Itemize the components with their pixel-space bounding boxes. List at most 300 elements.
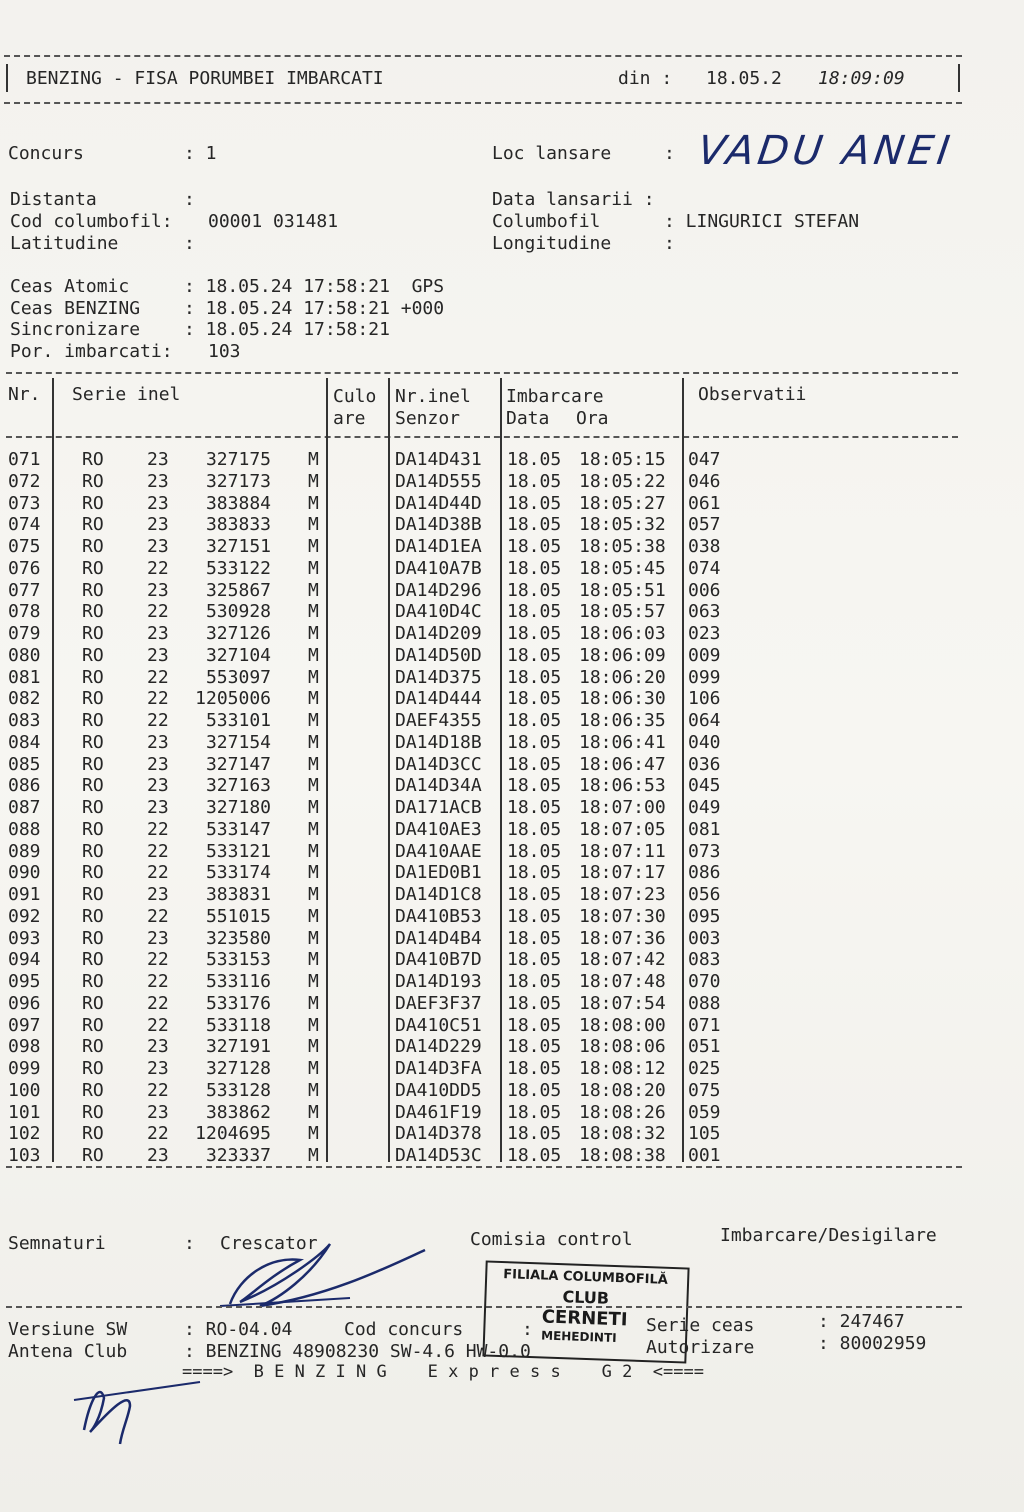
row-country: RO <box>82 666 104 688</box>
table-row <box>0 819 1024 841</box>
antena-label: Antena Club <box>8 1341 128 1362</box>
row-country: RO <box>82 1145 104 1166</box>
row-sensor: DA14D229 <box>395 1036 482 1058</box>
row-nr: 103 <box>8 1145 41 1166</box>
row-time: 18:07:36 <box>579 927 666 949</box>
date-value: 18.05.2 <box>706 68 782 89</box>
row-sensor: DA410B53 <box>395 905 482 927</box>
row-time: 18:07:23 <box>579 884 666 905</box>
row-time: 18:05:57 <box>579 601 666 623</box>
row-year: 22 <box>147 710 169 731</box>
row-sex: M <box>308 688 319 710</box>
row-date: 18.05 <box>507 492 562 514</box>
row-nr: 101 <box>8 1101 41 1123</box>
row-sensor: DA171ACB <box>395 797 482 818</box>
concurs-label: Concurs <box>8 143 84 164</box>
row-sensor: DA14D53C <box>395 1145 482 1166</box>
row-time: 18:06:09 <box>579 644 666 666</box>
row-year: 22 <box>147 818 169 840</box>
distanta-value: : <box>184 189 195 210</box>
row-sensor: DA410DD5 <box>395 1079 482 1101</box>
time-value: 18:09:09 <box>818 68 905 89</box>
cod-concurs-sep: : <box>522 1319 533 1340</box>
row-date: 18.05 <box>507 1058 562 1079</box>
row-country: RO <box>82 992 104 1014</box>
table-row <box>0 1080 1024 1102</box>
row-country: RO <box>82 601 104 623</box>
stamp-line-2: CLUB <box>562 1287 610 1308</box>
ceas-benzing-label: Ceas BENZING <box>10 298 141 319</box>
row-nr: 084 <box>8 731 41 753</box>
row-nr: 071 <box>8 449 41 470</box>
row-country: RO <box>82 514 104 536</box>
row-country: RO <box>82 905 104 927</box>
row-country: RO <box>82 797 104 818</box>
data-lansarii-label: Data lansarii : <box>492 189 655 210</box>
row-time: 18:06:41 <box>579 731 666 753</box>
row-sex: M <box>308 514 319 536</box>
row-observatii: 081 <box>688 818 721 840</box>
row-year: 22 <box>147 688 169 710</box>
row-country: RO <box>82 862 104 884</box>
semnaturi-label: Semnaturi <box>8 1233 106 1254</box>
row-year: 22 <box>147 840 169 862</box>
row-observatii: 086 <box>688 862 721 884</box>
row-country: RO <box>82 884 104 905</box>
row-sensor: DA410A7B <box>395 557 482 579</box>
row-observatii: 075 <box>688 1079 721 1101</box>
row-observatii: 071 <box>688 1014 721 1036</box>
row-ring: 533128 <box>205 1079 271 1101</box>
row-sex: M <box>308 1123 319 1145</box>
row-country: RO <box>82 623 104 644</box>
row-date: 18.05 <box>507 905 562 927</box>
row-year: 22 <box>147 992 169 1014</box>
row-date: 18.05 <box>507 536 562 557</box>
row-nr: 081 <box>8 666 41 688</box>
table-bottom-rule <box>6 1166 962 1168</box>
row-date: 18.05 <box>507 1123 562 1145</box>
row-year: 22 <box>147 601 169 623</box>
row-date: 18.05 <box>507 949 562 971</box>
row-sex: M <box>308 623 319 644</box>
row-year: 22 <box>147 666 169 688</box>
header-right-bar <box>958 64 960 92</box>
row-observatii: 025 <box>688 1058 721 1079</box>
row-year: 23 <box>147 927 169 949</box>
table-row <box>0 688 1024 710</box>
row-date: 18.05 <box>507 1014 562 1036</box>
row-observatii: 088 <box>688 992 721 1014</box>
col-header-data: Data <box>506 408 550 429</box>
latitudine-label: Latitudine <box>10 233 119 254</box>
row-country: RO <box>82 1101 104 1123</box>
row-time: 18:08:32 <box>579 1123 666 1145</box>
ceas-benzing-value: : 18.05.24 17:58:21 +000 <box>184 298 445 319</box>
row-sex: M <box>308 971 319 992</box>
row-observatii: 057 <box>688 514 721 536</box>
row-nr: 102 <box>8 1123 41 1145</box>
row-sensor: DA14D3FA <box>395 1058 482 1079</box>
row-sex: M <box>308 1145 319 1166</box>
table-row <box>0 971 1024 993</box>
row-sex: M <box>308 644 319 666</box>
table-row <box>0 536 1024 558</box>
row-date: 18.05 <box>507 449 562 470</box>
row-sex: M <box>308 470 319 492</box>
row-observatii: 056 <box>688 884 721 905</box>
row-year: 23 <box>147 1101 169 1123</box>
columbofil-value: : LINGURICI STEFAN <box>664 211 860 232</box>
row-country: RO <box>82 775 104 797</box>
row-date: 18.05 <box>507 710 562 731</box>
row-ring: 327154 <box>205 731 271 753</box>
row-observatii: 095 <box>688 905 721 927</box>
row-ring: 383831 <box>205 884 271 905</box>
row-time: 18:05:27 <box>579 492 666 514</box>
row-observatii: 040 <box>688 731 721 753</box>
row-date: 18.05 <box>507 470 562 492</box>
row-nr: 089 <box>8 840 41 862</box>
row-sex: M <box>308 1036 319 1058</box>
row-nr: 078 <box>8 601 41 623</box>
versiune-label: Versiune SW <box>8 1319 128 1340</box>
serie-ceas-label: Serie ceas <box>646 1315 755 1336</box>
row-time: 18:06:03 <box>579 623 666 644</box>
table-row <box>0 754 1024 776</box>
row-time: 18:07:48 <box>579 971 666 992</box>
row-ring: 325867 <box>205 579 271 601</box>
row-time: 18:07:00 <box>579 797 666 818</box>
table-row <box>0 580 1024 602</box>
row-sensor: DA14D209 <box>395 623 482 644</box>
table-top-rule <box>6 372 958 374</box>
row-sex: M <box>308 492 319 514</box>
row-country: RO <box>82 688 104 710</box>
row-sex: M <box>308 1014 319 1036</box>
row-nr: 085 <box>8 753 41 775</box>
semnaturi-sep: : <box>184 1233 195 1254</box>
row-country: RO <box>82 1123 104 1145</box>
row-year: 23 <box>147 449 169 470</box>
row-sensor: DA14D555 <box>395 470 482 492</box>
row-ring: 327147 <box>205 753 271 775</box>
row-observatii: 049 <box>688 797 721 818</box>
sincronizare-value: : 18.05.24 17:58:21 <box>184 319 390 340</box>
row-observatii: 063 <box>688 601 721 623</box>
row-year: 23 <box>147 536 169 557</box>
row-sex: M <box>308 927 319 949</box>
row-country: RO <box>82 949 104 971</box>
row-sensor: DA461F19 <box>395 1101 482 1123</box>
row-date: 18.05 <box>507 514 562 536</box>
row-sex: M <box>308 862 319 884</box>
row-date: 18.05 <box>507 731 562 753</box>
row-date: 18.05 <box>507 644 562 666</box>
row-year: 22 <box>147 1123 169 1145</box>
row-country: RO <box>82 818 104 840</box>
row-time: 18:05:15 <box>579 449 666 470</box>
row-year: 23 <box>147 775 169 797</box>
row-year: 22 <box>147 1014 169 1036</box>
table-row <box>0 1036 1024 1058</box>
header-bottom-border <box>4 102 962 104</box>
row-sensor: DA1ED0B1 <box>395 862 482 884</box>
row-country: RO <box>82 753 104 775</box>
row-time: 18:05:22 <box>579 470 666 492</box>
row-ring: 327173 <box>205 470 271 492</box>
date-label: din : <box>618 68 673 89</box>
row-sex: M <box>308 818 319 840</box>
row-sensor: DA410AAE <box>395 840 482 862</box>
row-time: 18:06:20 <box>579 666 666 688</box>
serie-ceas-value: : 247467 <box>818 1311 905 1332</box>
row-time: 18:06:35 <box>579 710 666 731</box>
report-title: BENZING - FISA PORUMBEI IMBARCATI <box>26 68 384 89</box>
row-observatii: 001 <box>688 1145 721 1166</box>
row-year: 22 <box>147 557 169 579</box>
crescator-signature <box>210 1236 440 1316</box>
row-date: 18.05 <box>507 840 562 862</box>
imbarcare-desigilare-label: Imbarcare/Desigilare <box>720 1225 937 1246</box>
row-country: RO <box>82 971 104 992</box>
row-ring: 383862 <box>205 1101 271 1123</box>
ceas-atomic-label: Ceas Atomic <box>10 276 130 297</box>
row-ring: 327191 <box>205 1036 271 1058</box>
row-sensor: DA14D18B <box>395 731 482 753</box>
row-sex: M <box>308 1101 319 1123</box>
row-ring: 327128 <box>205 1058 271 1079</box>
row-nr: 080 <box>8 644 41 666</box>
row-ring: 1204695 <box>195 1123 271 1145</box>
row-country: RO <box>82 1036 104 1058</box>
row-nr: 076 <box>8 557 41 579</box>
row-sex: M <box>308 710 319 731</box>
row-sensor: DA14D34A <box>395 775 482 797</box>
row-ring: 533176 <box>205 992 271 1014</box>
row-nr: 086 <box>8 775 41 797</box>
por-imbarcati-value: 103 <box>208 341 241 362</box>
latitudine-value: : <box>184 233 195 254</box>
row-observatii: 003 <box>688 927 721 949</box>
row-year: 23 <box>147 1036 169 1058</box>
stamp-line-4: MEHEDINTI <box>540 1328 617 1346</box>
row-sex: M <box>308 775 319 797</box>
row-nr: 098 <box>8 1036 41 1058</box>
table-row <box>0 1015 1024 1037</box>
row-time: 18:07:17 <box>579 862 666 884</box>
row-observatii: 045 <box>688 775 721 797</box>
row-nr: 087 <box>8 797 41 818</box>
table-row <box>0 949 1024 971</box>
distanta-label: Distanta <box>10 189 97 210</box>
autorizare-value: : 80002959 <box>818 1333 927 1354</box>
row-observatii: 083 <box>688 949 721 971</box>
row-year: 23 <box>147 797 169 818</box>
cod-columbofil-label: Cod columbofil: <box>10 211 173 232</box>
row-country: RO <box>82 470 104 492</box>
row-sex: M <box>308 1058 319 1079</box>
col-header-observatii: Observatii <box>698 384 807 405</box>
row-country: RO <box>82 579 104 601</box>
row-nr: 072 <box>8 470 41 492</box>
row-date: 18.05 <box>507 579 562 601</box>
row-date: 18.05 <box>507 1145 562 1166</box>
row-year: 22 <box>147 949 169 971</box>
comisia-label: Comisia control <box>470 1229 633 1250</box>
row-observatii: 038 <box>688 536 721 557</box>
loc-lansare-label: Loc lansare <box>492 143 612 164</box>
row-sex: M <box>308 992 319 1014</box>
row-sex: M <box>308 753 319 775</box>
row-country: RO <box>82 536 104 557</box>
row-sensor: DA14D4B4 <box>395 927 482 949</box>
row-time: 18:07:11 <box>579 840 666 862</box>
row-observatii: 070 <box>688 971 721 992</box>
row-sensor: DA14D375 <box>395 666 482 688</box>
row-sensor: DA14D296 <box>395 579 482 601</box>
row-nr: 079 <box>8 623 41 644</box>
table-row <box>0 514 1024 536</box>
row-year: 22 <box>147 1079 169 1101</box>
por-imbarcati-label: Por. imbarcati: <box>10 341 173 362</box>
col-header-ora: Ora <box>576 408 609 429</box>
row-ring: 533118 <box>205 1014 271 1036</box>
longitudine-value: : <box>664 233 675 254</box>
row-sensor: DA14D1EA <box>395 536 482 557</box>
row-nr: 094 <box>8 949 41 971</box>
row-ring: 327163 <box>205 775 271 797</box>
table-row <box>0 732 1024 754</box>
row-observatii: 106 <box>688 688 721 710</box>
row-date: 18.05 <box>507 753 562 775</box>
row-sex: M <box>308 666 319 688</box>
row-observatii: 064 <box>688 710 721 731</box>
row-observatii: 046 <box>688 470 721 492</box>
row-year: 23 <box>147 1058 169 1079</box>
row-sex: M <box>308 1079 319 1101</box>
table-row <box>0 558 1024 580</box>
row-observatii: 074 <box>688 557 721 579</box>
table-row <box>0 1102 1024 1124</box>
table-row <box>0 841 1024 863</box>
row-sex: M <box>308 536 319 557</box>
row-sex: M <box>308 884 319 905</box>
table-row <box>0 645 1024 667</box>
versiune-value: : RO-04.04 <box>184 1319 293 1340</box>
express-banner: ====> B E N Z I N G E x p r e s s G 2 <==== <box>182 1362 704 1382</box>
table-row <box>0 906 1024 928</box>
row-date: 18.05 <box>507 775 562 797</box>
row-nr: 074 <box>8 514 41 536</box>
header-left-bar <box>6 64 8 92</box>
row-ring: 323580 <box>205 927 271 949</box>
row-date: 18.05 <box>507 1036 562 1058</box>
row-date: 18.05 <box>507 992 562 1014</box>
col-header-imbarcare: Imbarcare <box>506 386 604 407</box>
row-time: 18:08:38 <box>579 1145 666 1166</box>
row-sensor: DAEF3F37 <box>395 992 482 1014</box>
row-nr: 090 <box>8 862 41 884</box>
longitudine-label: Longitudine <box>492 233 612 254</box>
row-observatii: 059 <box>688 1101 721 1123</box>
row-date: 18.05 <box>507 1079 562 1101</box>
row-nr: 091 <box>8 884 41 905</box>
bottom-signature <box>70 1370 210 1450</box>
row-date: 18.05 <box>507 884 562 905</box>
row-ring: 551015 <box>205 905 271 927</box>
row-year: 23 <box>147 579 169 601</box>
row-ring: 533121 <box>205 840 271 862</box>
row-country: RO <box>82 644 104 666</box>
row-time: 18:07:30 <box>579 905 666 927</box>
table-row <box>0 1145 1024 1167</box>
table-row <box>0 1123 1024 1145</box>
table-header-rule <box>6 436 958 438</box>
ceas-atomic-value: : 18.05.24 17:58:21 GPS <box>184 276 445 297</box>
row-sensor: DA410AE3 <box>395 818 482 840</box>
columbofil-label: Columbofil <box>492 211 601 232</box>
row-sensor: DA14D3CC <box>395 753 482 775</box>
row-nr: 083 <box>8 710 41 731</box>
concurs-value: : 1 <box>184 143 217 164</box>
col-header-culo: Culo <box>333 386 377 407</box>
row-year: 23 <box>147 731 169 753</box>
row-date: 18.05 <box>507 557 562 579</box>
row-date: 18.05 <box>507 623 562 644</box>
row-ring: 327126 <box>205 623 271 644</box>
footer-top-rule <box>6 1306 962 1308</box>
stamp-line-3: CERNETI <box>541 1306 628 1331</box>
row-year: 23 <box>147 492 169 514</box>
row-year: 23 <box>147 470 169 492</box>
row-ring: 327180 <box>205 797 271 818</box>
row-date: 18.05 <box>507 688 562 710</box>
row-time: 18:06:53 <box>579 775 666 797</box>
loc-lansare-handwritten: VADU ANEI <box>694 128 957 174</box>
row-ring: 1205006 <box>195 688 271 710</box>
row-time: 18:08:12 <box>579 1058 666 1079</box>
row-sensor: DAEF4355 <box>395 710 482 731</box>
row-ring: 533147 <box>205 818 271 840</box>
row-observatii: 105 <box>688 1123 721 1145</box>
table-row <box>0 993 1024 1015</box>
table-row <box>0 797 1024 819</box>
row-country: RO <box>82 557 104 579</box>
row-sensor: DA14D50D <box>395 644 482 666</box>
row-time: 18:08:20 <box>579 1079 666 1101</box>
row-ring: 383833 <box>205 514 271 536</box>
row-ring: 323337 <box>205 1145 271 1166</box>
table-row <box>0 449 1024 471</box>
row-country: RO <box>82 731 104 753</box>
row-nr: 099 <box>8 1058 41 1079</box>
row-time: 18:08:00 <box>579 1014 666 1036</box>
row-nr: 095 <box>8 971 41 992</box>
row-sensor: DA14D431 <box>395 449 482 470</box>
row-date: 18.05 <box>507 971 562 992</box>
row-sensor: DA14D444 <box>395 688 482 710</box>
table-row <box>0 471 1024 493</box>
row-nr: 093 <box>8 927 41 949</box>
sincronizare-label: Sincronizare <box>10 319 141 340</box>
row-sex: M <box>308 797 319 818</box>
row-sensor: DA14D378 <box>395 1123 482 1145</box>
row-observatii: 061 <box>688 492 721 514</box>
row-country: RO <box>82 449 104 470</box>
row-country: RO <box>82 1014 104 1036</box>
table-row <box>0 623 1024 645</box>
